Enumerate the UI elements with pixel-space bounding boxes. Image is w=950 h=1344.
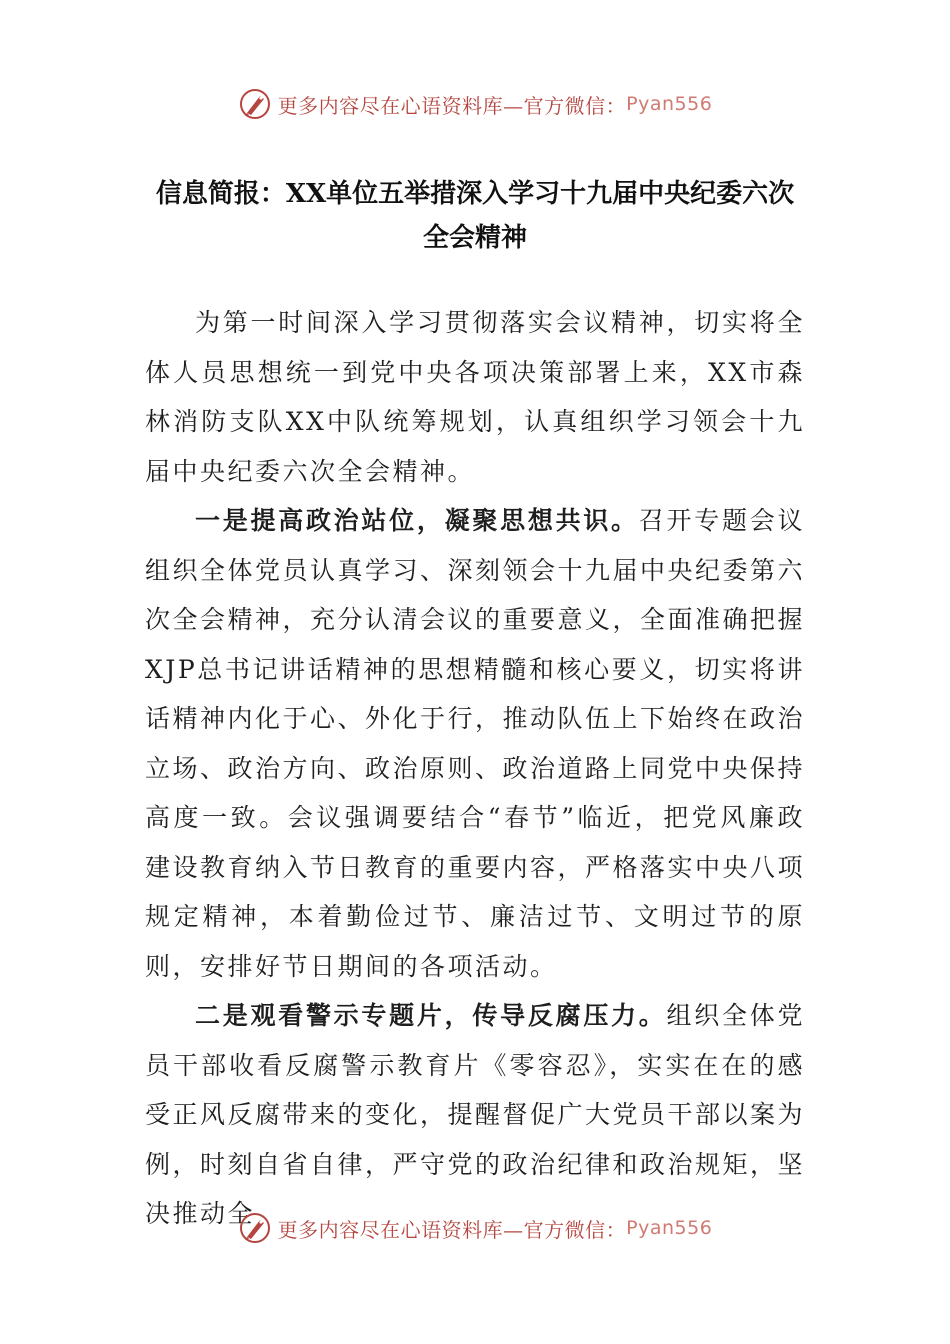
paragraph-intro <box>145 298 805 496</box>
watermark-wechat-id: Pyan556 <box>626 1217 713 1239</box>
watermark-text: 更多内容尽在心语资料库—官方微信： <box>277 93 627 118</box>
paragraph-measure-two <box>145 991 805 1239</box>
document-body <box>145 298 805 1239</box>
paragraph-lead: 一是提高政治站位，凝聚思想共识。 <box>195 506 639 535</box>
watermark-wechat-id: Pyan556 <box>626 93 713 115</box>
document-title: 信息简报：XX单位五举措深入学习十九届中央纪委六次全会精神 <box>155 179 795 253</box>
watermark-header <box>0 84 950 124</box>
pen-nib-logo-icon <box>238 1211 272 1245</box>
paragraph-text: 召开专题会议组织全体党员认真学习、深刻领会十九届中央纪委第六次全会精神，充分认清会议的重要意义，全面准确把握XJP总书记讲话精神的思想精髓和核心要义，切实将讲话精神内化于心、外化于行，推动队伍上下始终在政治立场、政治方向、政治原则、政治道路上同党中央保持高度一致。会议强调要结合“春节”临近，把党风廉政建设教育纳入节日教育的重要内容，严格落实中央八项规定精神，本着勤俭过节、廉洁过节、文明过节的原则，安排好节日期间的各项活动。 <box>145 506 806 981</box>
paragraph-text: 组织全体党员干部收看反腐警示教育片《零容忍》，实实在在的感受正风反腐带来的变化，提醒督促广大党员干部以案为例，时刻自省自律，严守党的政治纪律和政治规矩，坚决推动全 <box>145 1001 806 1228</box>
paragraph-lead: 二是观看警示专题片，传导反腐压力。 <box>195 1001 667 1030</box>
watermark-footer <box>0 1208 950 1248</box>
paragraph-text: 为第一时间深入学习贯彻落实会议精神，切实将全体人员思想统一到党中央各项决策部署上来，XX市森林消防支队XX中队统筹规划，认真组织学习领会十九届中央纪委六次全会精神。 <box>145 308 805 486</box>
paragraph-measure-one <box>145 496 805 991</box>
pen-nib-logo-icon <box>238 87 272 121</box>
watermark-text: 更多内容尽在心语资料库—官方微信： <box>277 1217 627 1242</box>
